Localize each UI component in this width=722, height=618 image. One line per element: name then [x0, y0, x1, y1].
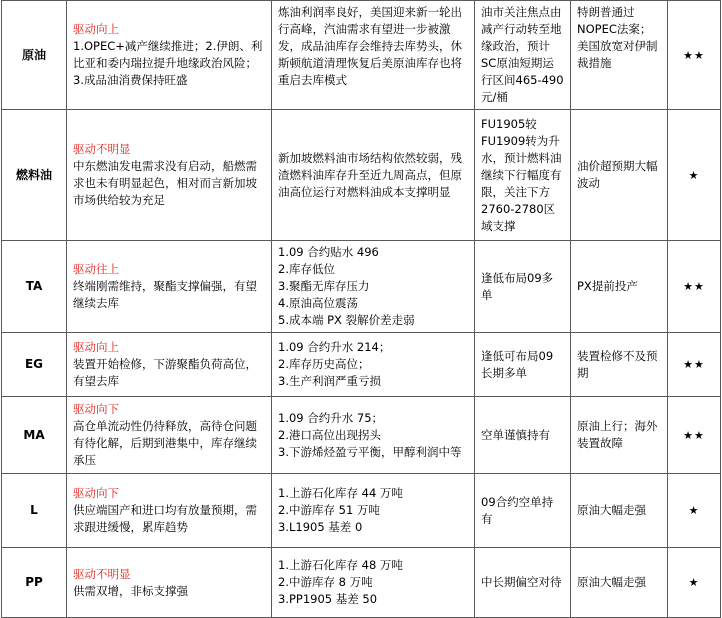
strategy-cell: 空单谨慎持有	[475, 397, 571, 474]
rating-stars: ★★	[668, 333, 721, 397]
table-row	[2, 333, 721, 397]
risk-cell: 原油大幅走强	[571, 474, 668, 548]
commodity-name: L	[2, 474, 67, 548]
supply-demand-cell	[272, 548, 475, 618]
supply-demand-line: 3.PP1905 基差 50	[278, 592, 378, 606]
fundamentals-cell	[67, 110, 272, 241]
fundamentals-text: 供应端国产和进口均有放量预期，需求跟进缓慢，累库趋势	[73, 503, 257, 534]
table-row	[2, 110, 721, 241]
commodity-strategy-table	[1, 0, 721, 618]
rating-stars: ★	[668, 548, 721, 618]
supply-demand-line: 2.库存历史高位；	[278, 357, 370, 371]
rating-stars: ★★	[668, 1, 721, 110]
supply-demand-cell	[272, 474, 475, 548]
commodity-name: MA	[2, 397, 67, 474]
fundamentals-cell	[67, 333, 272, 397]
fundamentals-cell	[67, 474, 272, 548]
rating-stars: ★	[668, 110, 721, 241]
supply-demand-line: 2.港口高位出现拐头	[278, 427, 381, 442]
strategy-cell: FU1905较FU1909转为升水，预计燃料油继续下行幅度有限，关注下方2760-2780区域支撑	[475, 110, 571, 241]
strategy-cell: 逢低布局09多单	[475, 241, 571, 333]
driver-label: 驱动向上	[73, 340, 119, 354]
rating-stars: ★★	[668, 397, 721, 474]
rating-stars: ★★	[668, 241, 721, 333]
fundamentals-text: 装置开始检修，下游聚酯负荷高位，有望去库	[73, 357, 257, 388]
fundamentals-cell	[67, 397, 272, 474]
commodity-name: 燃料油	[2, 110, 67, 241]
fundamentals-text: 高仓单流动性仍待释放，高待仓问题有待化解，后期到港集中，库存继续承压	[73, 419, 257, 467]
supply-demand-line: 1.09 合约升水 75；	[278, 410, 384, 425]
supply-demand-line: 4.原油高位震荡	[278, 296, 358, 310]
supply-demand-line: 3.聚酯无库存压力	[278, 279, 370, 293]
driver-label: 驱动不明显	[73, 142, 131, 156]
table-row	[2, 548, 721, 618]
risk-cell: 油价超预期大幅波动	[571, 110, 668, 241]
table-row	[2, 241, 721, 333]
supply-demand-line: 5.成本端 PX 裂解价差走弱	[278, 313, 415, 327]
table-row	[2, 397, 721, 474]
driver-label: 驱动往上	[73, 262, 119, 276]
risk-cell: 特朗普通过NOPEC法案；美国放宽对伊制裁措施	[571, 1, 668, 110]
supply-demand-line: 3.生产利润严重亏损	[278, 374, 381, 388]
commodity-name: PP	[2, 548, 67, 618]
risk-cell: 装置检修不及预期	[571, 333, 668, 397]
table-row	[2, 474, 721, 548]
supply-demand-line: 2.中游库存 51 万吨	[278, 503, 380, 517]
commodity-name: TA	[2, 241, 67, 333]
supply-demand-line: 2.库存低位	[278, 262, 335, 276]
supply-demand-line: 1.上游石化库存 48 万吨	[278, 558, 403, 572]
supply-demand-cell: 新加坡燃料油市场结构依然较弱，残渣燃料油库存升至近九周高点，但原油高位运行对燃料油成本支撑明显	[272, 110, 475, 241]
driver-label: 驱动向上	[73, 22, 119, 36]
risk-cell: 原油上行；海外装置故障	[571, 397, 668, 474]
strategy-cell: 中长期偏空对待	[475, 548, 571, 618]
supply-demand-cell	[272, 333, 475, 397]
table-row	[2, 1, 721, 110]
supply-demand-cell	[272, 397, 475, 474]
supply-demand-cell: 炼油利润率良好，美国迎来新一轮出行高峰，汽油需求有望进一步被激发，成品油库存会维持去库势头，休斯顿航道清理恢复后美原油库存也将重启去库模式	[272, 1, 475, 110]
fundamentals-text: 中东燃油发电需求没有启动，船燃需求也未有明显起色，相对而言新加坡市场供给较为充足	[73, 159, 257, 207]
commodity-name: EG	[2, 333, 67, 397]
commodity-name: 原油	[2, 1, 67, 110]
fundamentals-text: 终端刚需维持，聚酯支撑偏强，有望继续去库	[73, 279, 257, 310]
supply-demand-line: 1.09 合约贴水 496	[278, 245, 379, 259]
supply-demand-line: 2.中游库存 8 万吨	[278, 575, 373, 589]
fundamentals-text: 供需双增，非标支撑强	[73, 583, 188, 598]
driver-label: 驱动不明显	[73, 566, 131, 581]
fundamentals-cell	[67, 241, 272, 333]
risk-cell: 原油大幅走强	[571, 548, 668, 618]
supply-demand-line: 1.09 合约升水 214；	[278, 340, 391, 354]
fundamentals-cell	[67, 548, 272, 618]
supply-demand-line: 3.下游烯烃盈亏平衡，甲醇利润中等	[278, 444, 462, 459]
fundamentals-text: 1.OPEC+减产继续推进；2.伊朗、利比亚和委内瑞拉提升地缘政治风险；3.成品油消费保持旺盛	[73, 39, 263, 87]
rating-stars: ★	[668, 474, 721, 548]
strategy-cell: 逢低可布局09长期多单	[475, 333, 571, 397]
fundamentals-cell	[67, 1, 272, 110]
strategy-cell: 油市关注焦点由减产行动转至地缘政治，预计SC原油短期运行区间465-490元/桶	[475, 1, 571, 110]
supply-demand-line: 1.上游石化库存 44 万吨	[278, 486, 403, 500]
risk-cell: PX提前投产	[571, 241, 668, 333]
driver-label: 驱动向下	[73, 486, 119, 500]
supply-demand-cell	[272, 241, 475, 333]
strategy-cell: 09合约空单持有	[475, 474, 571, 548]
driver-label: 驱动向下	[73, 402, 119, 416]
supply-demand-line: 3.L1905 基差 0	[278, 520, 363, 534]
